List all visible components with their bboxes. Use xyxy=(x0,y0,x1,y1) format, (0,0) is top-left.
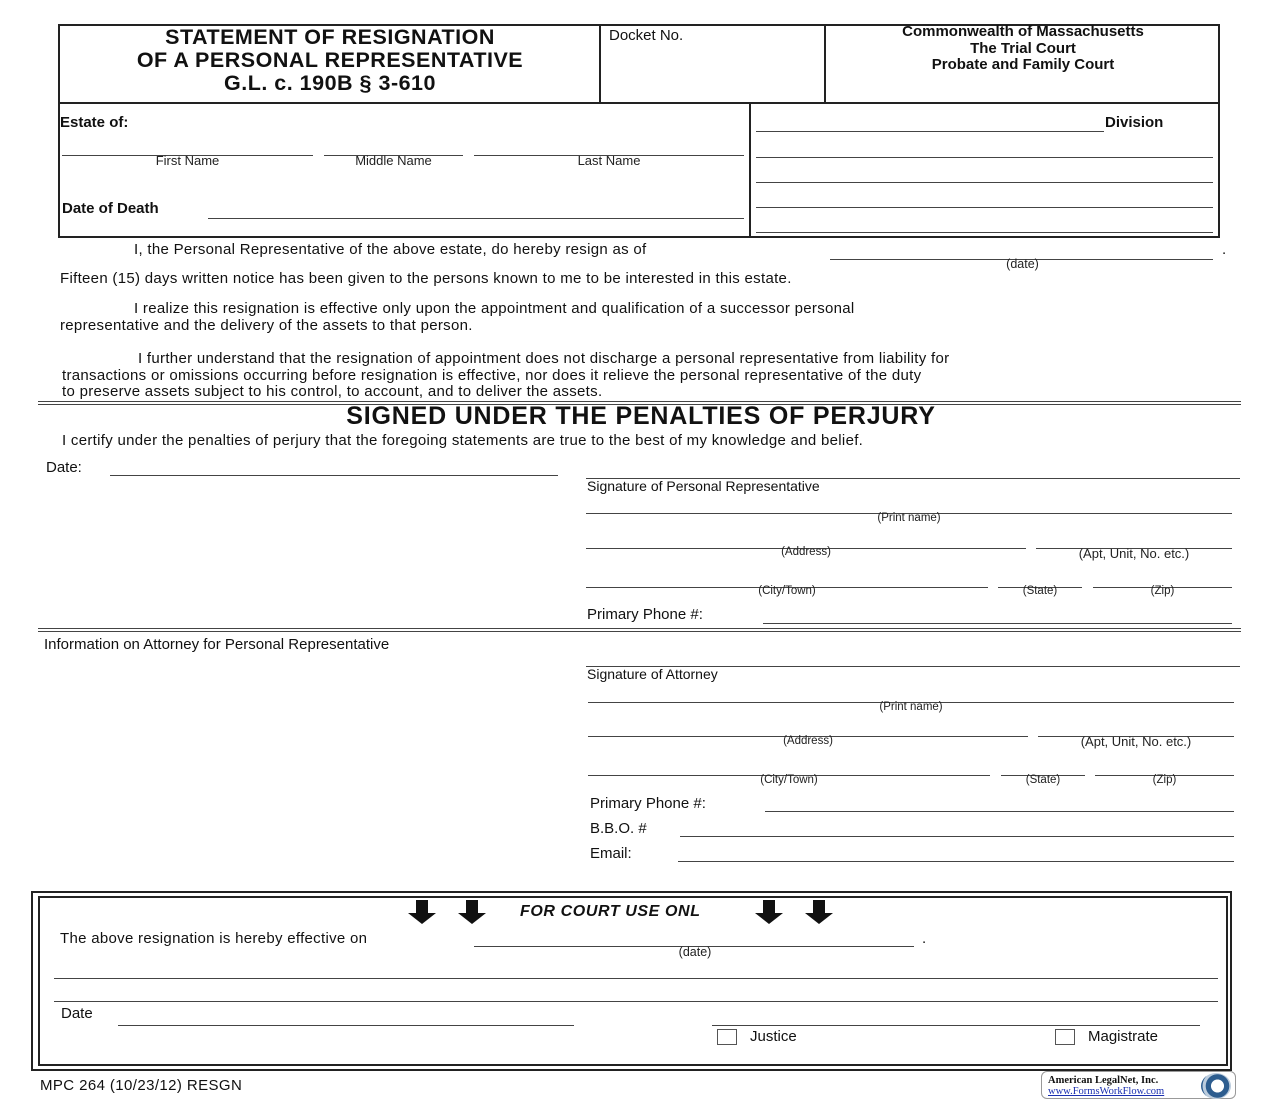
court-date-label: Date xyxy=(61,1005,93,1022)
atty-apt-input[interactable] xyxy=(1038,717,1234,735)
pr-phone-input[interactable] xyxy=(763,604,1232,622)
pr-print-name-input[interactable] xyxy=(586,494,1232,512)
effective-date-caption: (date) xyxy=(678,945,712,959)
effective-period: . xyxy=(922,930,927,947)
sign-date-line xyxy=(110,475,558,476)
atty-state-input[interactable] xyxy=(1001,756,1085,774)
section-divider xyxy=(38,628,1241,632)
atty-email-input[interactable] xyxy=(678,842,1234,860)
notice-statement: Fifteen (15) days written notice has been given to the persons known to me to be interested in this estate. xyxy=(60,270,792,287)
pr-address-input[interactable] xyxy=(586,529,1026,547)
resign-period: . xyxy=(1222,241,1227,258)
sign-date-label: Date: xyxy=(46,459,82,476)
pr-phone-label: Primary Phone #: xyxy=(587,606,703,623)
atty-phone-line xyxy=(765,811,1234,812)
division-extra-line xyxy=(756,182,1213,183)
division-label: Division xyxy=(1105,114,1164,131)
atty-zip-input[interactable] xyxy=(1095,756,1234,774)
atty-city-input[interactable] xyxy=(588,756,990,774)
date-of-death-label: Date of Death xyxy=(62,200,159,217)
pr-address-caption: (Address) xyxy=(781,546,831,558)
effective-date-input[interactable] xyxy=(474,927,914,945)
further-line: transactions or omissions occurring before resignation is effective, nor does it relieve the personal representative of the duty xyxy=(62,367,922,384)
resign-date-caption: (date) xyxy=(1006,257,1039,271)
arrow-down-icon xyxy=(753,900,785,924)
title-line: OF A PERSONAL REPRESENTATIVE xyxy=(136,48,524,72)
date-of-death-input[interactable] xyxy=(208,199,744,217)
atty-signature-label: Signature of Attorney xyxy=(587,666,718,682)
atty-email-line xyxy=(678,861,1234,862)
division-extra-line xyxy=(756,232,1213,233)
resign-statement: I, the Personal Representative of the above estate, do hereby resign as of xyxy=(134,241,647,258)
estate-label: Estate of: xyxy=(60,114,129,131)
perjury-heading: SIGNED UNDER THE PENALTIES OF PERJURY xyxy=(346,402,936,430)
pr-zip-caption: (Zip) xyxy=(1150,585,1175,597)
magistrate-checkbox[interactable] xyxy=(1055,1029,1075,1045)
publisher-link[interactable]: www.FormsWorkFlow.com xyxy=(1048,1086,1165,1097)
arrow-down-icon xyxy=(456,900,488,924)
division-extra-line xyxy=(756,157,1213,158)
atty-phone-input[interactable] xyxy=(765,792,1234,810)
divider xyxy=(58,102,1220,104)
court-note-line xyxy=(54,978,1218,979)
atty-print-name-input[interactable] xyxy=(588,683,1234,701)
atty-email-label: Email: xyxy=(590,845,632,862)
further-line: to preserve assets subject to his control, to account, and to deliver the assets. xyxy=(62,383,603,400)
title-line: G.L. c. 190B § 3-610 xyxy=(224,71,436,95)
realize-line: I realize this resignation is effective only upon the appointment and qualification of a successor personal xyxy=(134,300,855,317)
further-line: I further understand that the resignation of appointment does not discharge a personal representative from liability for xyxy=(138,350,950,367)
judge-signature-line xyxy=(712,1025,1200,1026)
magistrate-label: Magistrate xyxy=(1088,1028,1159,1045)
date-of-death-line xyxy=(208,218,744,219)
pr-state-input[interactable] xyxy=(998,568,1082,586)
docket-input[interactable] xyxy=(608,50,818,94)
division-line xyxy=(756,131,1104,132)
pr-city-input[interactable] xyxy=(586,568,988,586)
title-line: STATEMENT OF RESIGNATION xyxy=(165,25,495,49)
court-line: Probate and Family Court xyxy=(931,56,1115,73)
division-extra-line xyxy=(756,207,1213,208)
atty-apt-caption: (Apt, Unit, No. etc.) xyxy=(1080,734,1192,749)
first-name-input[interactable] xyxy=(62,136,312,154)
attorney-section-label: Information on Attorney for Personal Representative xyxy=(44,636,390,653)
justice-checkbox[interactable] xyxy=(717,1029,737,1045)
pr-city-caption: (City/Town) xyxy=(758,585,816,597)
court-line: Commonwealth of Massachusetts xyxy=(902,23,1144,40)
pr-state-caption: (State) xyxy=(1022,585,1058,597)
pr-zip-input[interactable] xyxy=(1093,568,1232,586)
atty-address-caption: (Address) xyxy=(783,735,833,747)
form-code: MPC 264 (10/23/12) RESGN xyxy=(40,1077,243,1094)
pr-signature-label: Signature of Personal Representative xyxy=(587,478,820,494)
atty-city-caption: (City/Town) xyxy=(760,774,818,786)
last-name-input[interactable] xyxy=(474,136,744,154)
court-line: The Trial Court xyxy=(970,39,1076,57)
court-use-title: FOR COURT USE ONL xyxy=(520,903,701,920)
certify-statement: I certify under the penalties of perjury that the foregoing statements are true to the best of my knowledge and belief. xyxy=(62,432,864,449)
atty-signature-input[interactable] xyxy=(586,646,1240,666)
effective-statement: The above resignation is hereby effective on xyxy=(60,930,368,947)
atty-phone-label: Primary Phone #: xyxy=(590,795,706,812)
atty-bbo-line xyxy=(680,836,1234,837)
middle-name-input[interactable] xyxy=(324,136,463,154)
resign-date-input[interactable] xyxy=(830,240,1213,258)
publisher-name: American LegalNet, Inc. xyxy=(1048,1075,1159,1086)
justice-label: Justice xyxy=(750,1028,797,1045)
docket-label: Docket No. xyxy=(609,27,684,44)
first-name-caption: First Name xyxy=(155,153,220,168)
globe-logo-icon xyxy=(1201,1073,1231,1099)
atty-bbo-input[interactable] xyxy=(680,817,1234,835)
pr-print-name-caption: (Print name) xyxy=(877,512,941,524)
publisher-badge xyxy=(1041,1071,1236,1099)
middle-name-caption: Middle Name xyxy=(355,153,432,168)
court-note-line xyxy=(54,1001,1218,1002)
sign-date-input[interactable] xyxy=(110,456,558,474)
form-title xyxy=(60,26,600,95)
pr-phone-line xyxy=(763,623,1232,624)
last-name-caption: Last Name xyxy=(577,153,641,168)
arrow-down-icon xyxy=(406,900,438,924)
atty-zip-caption: (Zip) xyxy=(1152,774,1177,786)
divider xyxy=(749,102,751,238)
pr-apt-input[interactable] xyxy=(1036,529,1232,547)
arrow-down-icon xyxy=(803,900,835,924)
pr-apt-caption: (Apt, Unit, No. etc.) xyxy=(1078,546,1190,561)
court-date-line xyxy=(118,1025,574,1026)
atty-state-caption: (State) xyxy=(1025,774,1061,786)
atty-print-name-caption: (Print name) xyxy=(879,701,943,713)
court-use-box-inner xyxy=(38,896,1228,1066)
atty-bbo-label: B.B.O. # xyxy=(590,820,647,837)
realize-line: representative and the delivery of the assets to that person. xyxy=(60,317,473,334)
court-date-input[interactable] xyxy=(118,1006,574,1024)
judge-signature-input[interactable] xyxy=(712,1006,1200,1024)
atty-address-input[interactable] xyxy=(588,717,1028,735)
pr-signature-input[interactable] xyxy=(586,458,1240,478)
division-input[interactable] xyxy=(756,112,1104,130)
court-name xyxy=(826,24,1220,74)
